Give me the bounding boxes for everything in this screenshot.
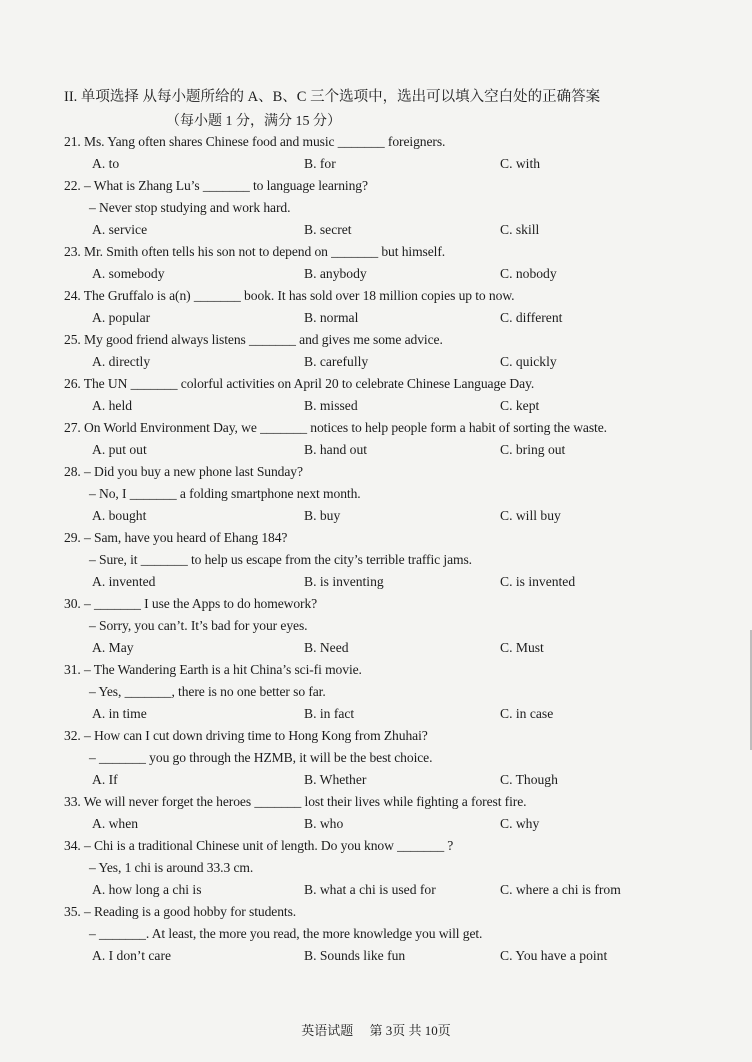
option-b: B. Need — [304, 640, 349, 655]
question-stem: 28. – Did you buy a new phone last Sunday? — [64, 464, 303, 479]
option-b: B. anybody — [304, 266, 367, 281]
option-c: C. skill — [500, 222, 540, 237]
option-b: B. hand out — [304, 442, 368, 457]
option-a: A. somebody — [92, 266, 165, 281]
question-reply: – Yes, 1 chi is around 33.3 cm. — [89, 860, 254, 875]
option-c: C. is invented — [500, 574, 576, 589]
option-b: B. in fact — [304, 706, 355, 721]
question-stem: 21. Ms. Yang often shares Chinese food and music _______ foreigners. — [64, 134, 446, 149]
question-stem: 24. The Gruffalo is a(n) _______ book. It has sold over 18 million copies up to now. — [64, 288, 515, 303]
section-title: II. 单项选择 从每小题所给的 A、B、C 三个选项中，选出可以填入空白处的正确答案 — [64, 89, 601, 105]
option-c: C. nobody — [500, 266, 557, 281]
question-stem: 26. The UN _______ colorful activities on April 20 to celebrate Chinese Language Day. — [64, 376, 535, 391]
option-a: A. service — [92, 222, 148, 237]
question-stem: 23. Mr. Smith often tells his son not to depend on _______ but himself. — [64, 244, 446, 259]
question-reply: – Yes, _______, there is no one better so far. — [89, 684, 326, 699]
question-stem: 30. – _______ I use the Apps to do homework? — [64, 596, 318, 611]
option-a: A. bought — [92, 508, 147, 523]
option-c: C. will buy — [500, 508, 561, 523]
option-b: B. buy — [304, 508, 341, 523]
option-b: B. missed — [304, 398, 358, 413]
option-b: B. Sounds like fun — [304, 948, 406, 963]
option-c: C. quickly — [500, 354, 557, 369]
option-c: C. bring out — [500, 442, 566, 457]
question-stem: 33. We will never forget the heroes _______ lost their lives while fighting a forest fire. — [64, 794, 527, 809]
option-a: A. in time — [92, 706, 147, 721]
option-c: C. Must — [500, 640, 544, 655]
option-a: A. put out — [92, 442, 147, 457]
section-scoring-note: （每小题 1 分，满分 15 分） — [166, 114, 341, 129]
question-stem: 35. – Reading is a good hobby for students. — [64, 904, 297, 919]
option-a: A. to — [92, 156, 120, 171]
option-b: B. normal — [304, 310, 359, 325]
question-stem: 29. – Sam, have you heard of Ehang 184? — [64, 530, 288, 545]
option-a: A. how long a chi is — [92, 882, 202, 897]
question-reply: – _______ you go through the HZMB, it will be the best choice. — [89, 750, 433, 765]
question-stem: 34. – Chi is a traditional Chinese unit of length. Do you know _______ ? — [64, 838, 454, 853]
option-b: B. for — [304, 156, 336, 171]
option-a: A. popular — [92, 310, 151, 325]
question-reply: – Sorry, you can’t. It’s bad for your eyes. — [89, 618, 308, 633]
option-a: A. invented — [92, 574, 156, 589]
question-reply: – Never stop studying and work hard. — [89, 200, 291, 215]
option-c: C. in case — [500, 706, 554, 721]
option-a: A. If — [92, 772, 118, 787]
question-stem: 27. On World Environment Day, we _______ notices to help people form a habit of sorting the waste. — [64, 420, 607, 435]
option-a: A. May — [92, 640, 134, 655]
option-c: C. You have a point — [500, 948, 608, 963]
option-a: A. when — [92, 816, 139, 831]
option-c: C. why — [500, 816, 540, 831]
option-b: B. Whether — [304, 772, 367, 787]
option-b: B. who — [304, 816, 344, 831]
option-b: B. what a chi is used for — [304, 882, 436, 897]
question-reply: – Sure, it _______ to help us escape from the city’s terrible traffic jams. — [89, 552, 472, 567]
option-c: C. where a chi is from — [500, 882, 621, 897]
option-b: B. carefully — [304, 354, 369, 369]
option-a: A. I don’t care — [92, 948, 172, 963]
question-stem: 32. – How can I cut down driving time to Hong Kong from Zhuhai? — [64, 728, 428, 743]
question-stem: 31. – The Wandering Earth is a hit China’s sci-fi movie. — [64, 662, 362, 677]
question-reply: – No, I _______ a folding smartphone next month. — [89, 486, 361, 501]
option-b: B. is inventing — [304, 574, 384, 589]
question-stem: 25. My good friend always listens _______ and gives me some advice. — [64, 332, 443, 347]
option-c: C. Though — [500, 772, 558, 787]
option-a: A. held — [92, 398, 133, 413]
question-reply: – _______. At least, the more you read, the more knowledge you will get. — [89, 926, 483, 941]
option-a: A. directly — [92, 354, 151, 369]
question-stem: 22. – What is Zhang Lu’s _______ to language learning? — [64, 178, 368, 193]
option-c: C. different — [500, 310, 563, 325]
page-footer: 英语试题 第 3页 共 10页 — [301, 1023, 451, 1038]
option-c: C. with — [500, 156, 541, 171]
option-b: B. secret — [304, 222, 352, 237]
option-c: C. kept — [500, 398, 540, 413]
